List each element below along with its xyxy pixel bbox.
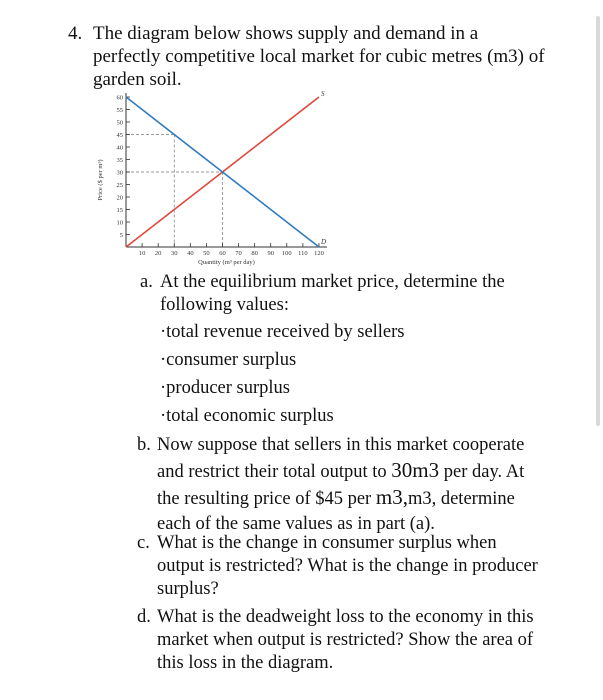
- part-b-text-run: the resulting price of $45 per: [157, 489, 376, 509]
- x-tick-label: 120: [314, 250, 324, 257]
- part-a-line: At the equilibrium market price, determine the: [160, 272, 505, 292]
- x-tick-label: 40: [187, 250, 194, 257]
- series-label-d: D: [320, 238, 327, 246]
- y-tick-label: 30: [116, 169, 123, 177]
- part-a-label: a.: [140, 272, 153, 292]
- y-tick-label: 55: [116, 107, 123, 114]
- part-c-text: [157, 532, 538, 601]
- bullet-item: ·total economic surplus: [160, 406, 334, 426]
- y-tick-label: 45: [116, 132, 123, 139]
- part-d-line: this loss in the diagram.: [157, 653, 334, 673]
- bullet-item: ·consumer surplus: [160, 350, 297, 370]
- part-d-line: What is the deadweight loss to the economy in this: [157, 607, 534, 627]
- bullet-text: producer surplus: [166, 378, 290, 398]
- part-d-label: d.: [137, 607, 151, 627]
- part-a-text: [160, 271, 505, 317]
- x-tick-label: 20: [154, 250, 162, 257]
- part-c-line: What is the change in consumer surplus when: [157, 533, 497, 553]
- bullet-item: ·producer surplus: [160, 378, 290, 398]
- supply-demand-chart: [84, 90, 334, 280]
- y-axis-label: Price ($ per m³): [97, 159, 104, 201]
- y-tick-label: 40: [116, 144, 123, 152]
- scrollbar[interactable]: [596, 16, 600, 426]
- y-tick-label: 20: [116, 194, 123, 202]
- series-label-s: S: [320, 90, 325, 98]
- part-b-text-run: per day. At: [439, 462, 525, 482]
- part-b-line: [157, 458, 524, 485]
- x-tick-label: 30: [170, 250, 178, 257]
- question-number: 4.: [68, 23, 83, 44]
- y-tick-label: 15: [116, 207, 123, 214]
- x-tick-label: 110: [298, 250, 308, 257]
- question-line: The diagram below shows supply and demand in a: [93, 23, 479, 44]
- part-b-unit: m3,: [375, 485, 408, 509]
- x-tick-label: 10: [138, 250, 146, 257]
- x-tick-label: 70: [235, 250, 242, 257]
- question-line: perfectly competitive local market for cubic metres (m3) of: [93, 46, 545, 67]
- part-c-line: output is restricted? What is the change in producer: [157, 556, 538, 576]
- part-c-label: c.: [137, 533, 150, 553]
- x-tick-label: 90: [267, 250, 274, 257]
- part-b-text: [157, 433, 524, 537]
- x-tick-label: 50: [203, 250, 210, 257]
- part-d-line: market when output is restricted? Show the area of: [157, 630, 534, 650]
- part-b-line: Now suppose that sellers in this market cooperate: [157, 435, 525, 455]
- y-tick-label: 50: [116, 119, 123, 127]
- part-b-text-run: and restrict their total output to: [157, 462, 392, 482]
- x-tick-label: 100: [281, 250, 292, 257]
- y-tick-label: 25: [116, 182, 123, 189]
- bullet-text: total revenue received by sellers: [166, 322, 405, 342]
- bullet-text: consumer surplus: [166, 350, 297, 370]
- bullet-item: ·total revenue received by sellers: [160, 322, 405, 342]
- y-tick-label: 10: [116, 219, 123, 227]
- bullet-text: total economic surplus: [166, 406, 334, 426]
- x-tick-label: 60: [219, 250, 226, 257]
- part-b-text-run: m3, determine: [407, 489, 515, 509]
- part-b-label: b.: [137, 435, 151, 455]
- question-line: garden soil.: [93, 69, 182, 90]
- part-d-text: [157, 606, 534, 675]
- x-axis-label: Quantity (m³ per day): [198, 259, 255, 266]
- part-b-line: [157, 485, 524, 512]
- part-c-line: surplus?: [157, 579, 219, 599]
- question-text: [93, 22, 573, 91]
- y-tick-label: 60: [116, 94, 123, 102]
- part-a-line: following values:: [160, 295, 289, 315]
- x-tick-label: 80: [251, 250, 258, 257]
- y-tick-label: 35: [116, 157, 123, 164]
- part-b-line: each of the same values as in part (a).: [157, 514, 435, 534]
- part-b-quantity: 30m3: [391, 458, 440, 482]
- y-tick-label: 5: [119, 232, 123, 239]
